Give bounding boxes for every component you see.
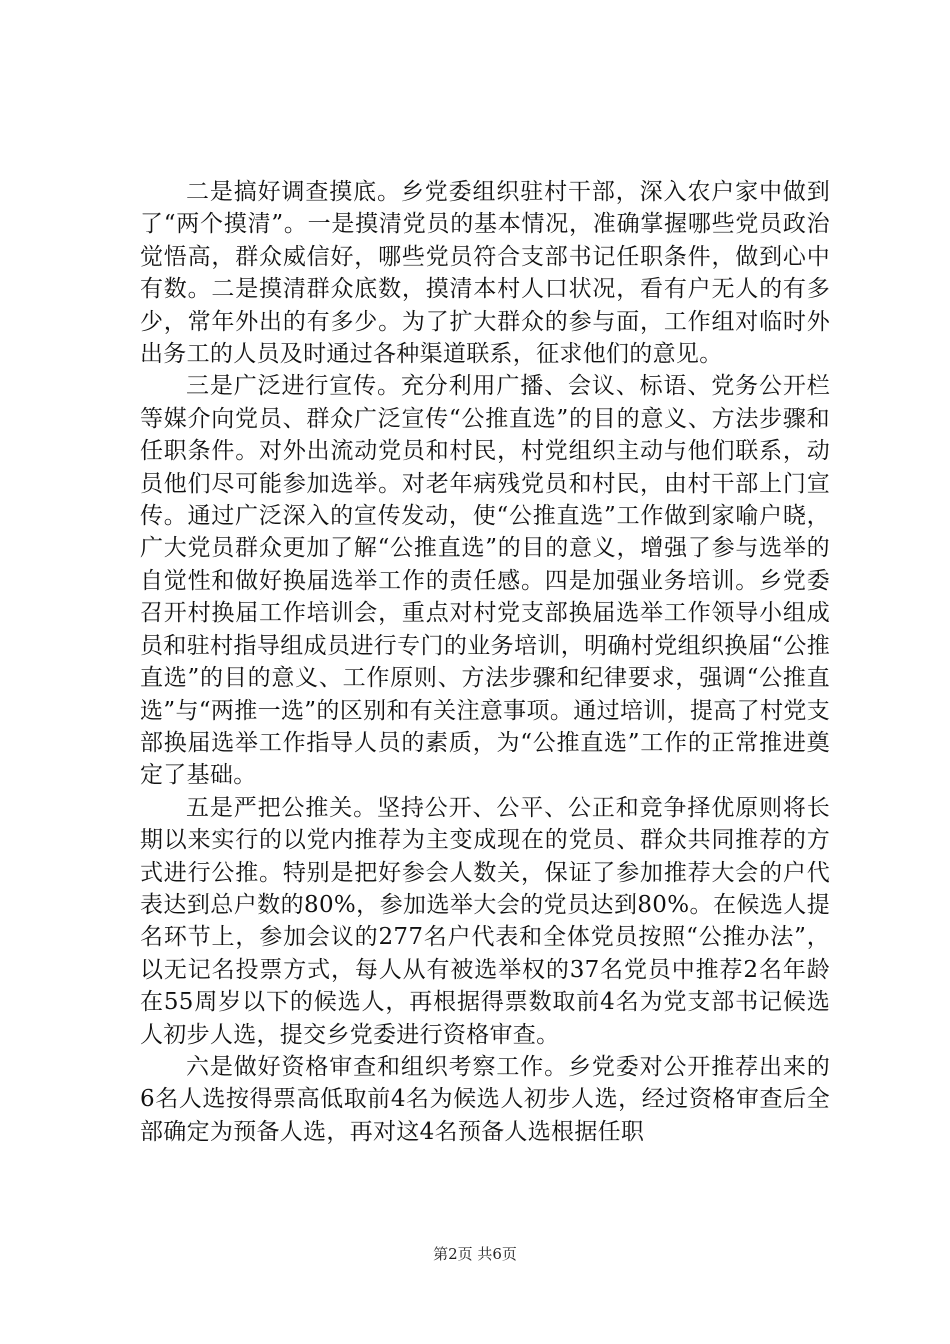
document-body <box>140 176 830 1148</box>
paragraph-public-recommendation: 五是严把公推关。坚持公开、公平、公正和竞争择优原则将长期以来实行的以党内推荐为主变成现在的党员、群众共同推荐的方式进行公推。特别是把好参会人数关，保证了参加推荐大会的户代表达到总户数的80%，参加选举大会的党员达到80%。在候选人提名环节上，参加会议的277名户代表和全体党员按照“公推办法”，以无记名投票方式，每人从有被选举权的37名党员中推荐2名年龄在55周岁以下的候选人，再根据得票数取前4名为党支部书记候选人初步人选，提交乡党委进行资格审查。 <box>140 794 830 1048</box>
paragraph-publicity-training: 三是广泛进行宣传。充分利用广播、会议、标语、党务公开栏等媒介向党员、群众广泛宣传“公推直选”的目的意义、方法步骤和任职条件。对外出流动党员和村民，村党组织主动与他们联系，动员他们尽可能参加选举。对老年病残党员和村民，由村干部上门宣传。通过广泛深入的宣传发动，使“公推直选”工作做到家喻户晓，广大党员群众更加了解“公推直选”的目的意义，增强了参与选举的自觉性和做好换届选举工作的责任感。四是加强业务培训。乡党委召开村换届工作培训会，重点对村党支部换届选举工作领导小组成员和驻村指导组成员进行专门的业务培训，明确村党组织换届“公推直选”的目的意义、工作原则、方法步骤和纪律要求，强调“公推直选”与“两推一选”的区别和有关注意事项。通过培训，提高了村党支部换届选举工作指导人员的素质，为“公推直选”工作的正常推进奠定了基础。 <box>140 373 830 789</box>
page-footer: 第2页 共6页 <box>433 1245 517 1263</box>
paragraph-qualification-review: 六是做好资格审查和组织考察工作。乡党委对公开推荐出来的6名人选按得票高低取前4名为候选人初步人选，经过资格审查后全部确定为预备人选，再对这4名预备人选根据任职 <box>140 1053 830 1145</box>
paragraph-survey: 二是搞好调查摸底。乡党委组织驻村干部，深入农户家中做到了“两个摸清”。一是摸清党员的基本情况，准确掌握哪些党员政治觉悟高，群众威信好，哪些党员符合支部书记任职条件，做到心中有数。二是摸清群众底数，摸清本村人口状况，看有户无人的有多少，常年外出的有多少。为了扩大群众的参与面，工作组对临时外出务工的人员及时通过各种渠道联系，征求他们的意见。 <box>140 179 830 368</box>
